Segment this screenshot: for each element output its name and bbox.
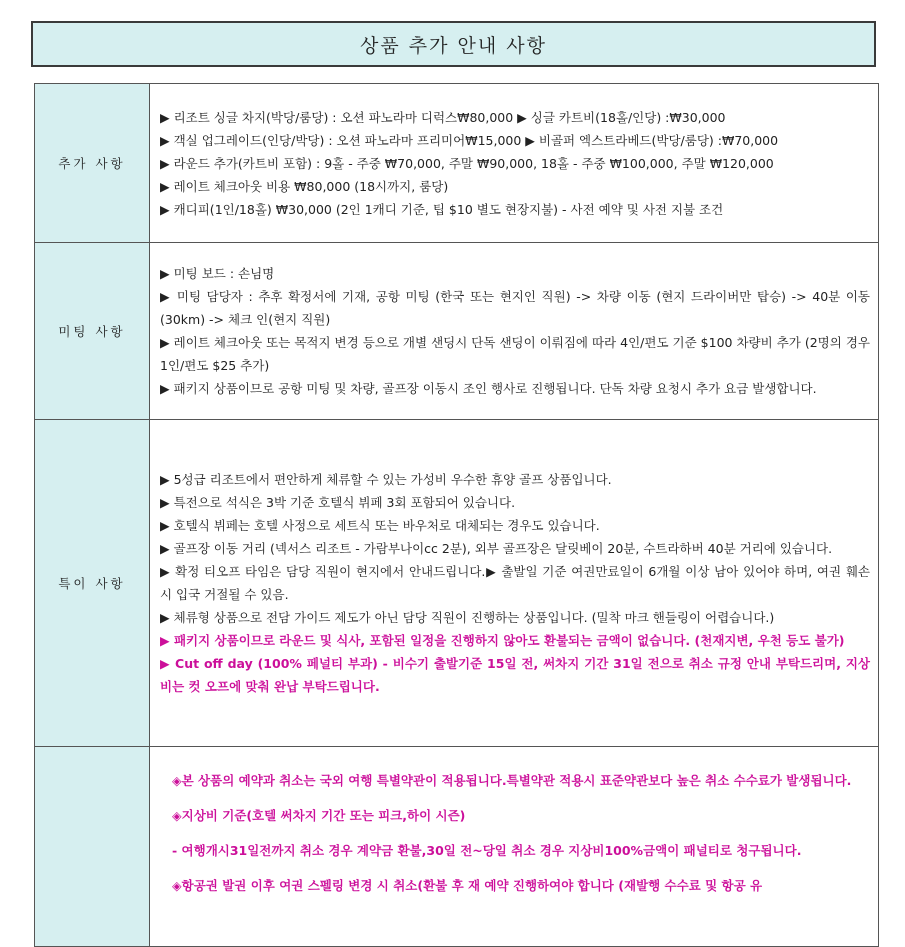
special-line: ▶ 호텔식 뷔페는 호텔 사정으로 세트식 또는 바우처로 대체되는 경우도 있습니다. bbox=[160, 518, 600, 533]
additional-header: 추가 사항 bbox=[35, 84, 150, 243]
meeting-line: ▶ 미팅 보드 : 손님명 bbox=[160, 266, 275, 281]
cancel-line: ◈본 상품의 예약과 취소는 국외 여행 특별약관이 적용됩니다.특별약관 적용시 표준약관보다 높은 취소 수수료가 발생됩니다. bbox=[172, 773, 852, 788]
special-line: ▶ 특전으로 석식은 3박 기준 호텔식 뷔페 3회 포함되어 있습니다. bbox=[160, 495, 516, 510]
special-row bbox=[35, 420, 879, 747]
meeting-line: ▶ 레이트 체크아웃 또는 목적지 변경 등으로 개별 샌딩시 단독 샌딩이 이뤄짐에 따라 4인/편도 기준 $100 차량비 추가 (2명의 경우 1인/편도 $25 추가) bbox=[160, 335, 870, 373]
meeting-line: ▶ 미팅 담당자 : 추후 확정서에 기재, 공항 미팅 (한국 또는 현지인 직원) -> 차량 이동 (현지 드라이버만 탑승) -> 40분 이동 (30km) -> 체크 인(현지 직원) bbox=[160, 289, 870, 327]
cancel-row bbox=[35, 747, 879, 947]
special-highlight-line: ▶ 패키지 상품이므로 라운드 및 식사, 포함된 일정을 진행하지 않아도 환불되는 금액이 없습니다. (천재지변, 우천 등도 불가) bbox=[160, 633, 845, 648]
special-line: ▶ 체류형 상품으로 전담 가이드 제도가 아닌 담당 직원이 진행하는 상품입니다. (밀착 마크 핸들링이 어렵습니다.) bbox=[160, 610, 775, 625]
cancel-line: ◈지상비 기준(호텔 써차지 기간 또는 피크,하이 시즌) bbox=[172, 808, 466, 823]
additional-line: ▶ 라운드 추가(카트비 포함) : 9홀 - 주중 ₩70,000, 주말 ₩90,000, 18홀 - 주중 ₩100,000, 주말 ₩120,000 bbox=[160, 155, 774, 171]
additional-row bbox=[35, 84, 879, 243]
additional-line: ▶ 리조트 싱글 차지(박당/룸당) : 오션 파노라마 디럭스₩80,000 ▶ 싱글 카트비(18홀/인당) :₩30,000 bbox=[160, 109, 726, 125]
cancel-notes bbox=[172, 769, 870, 897]
meeting-line: ▶ 패키지 상품이므로 공항 미팅 및 차량, 골프장 이동시 조인 행사로 진행됩니다. 단독 차량 요청시 추가 요금 발생합니다. bbox=[160, 381, 817, 396]
special-line: ▶ 확정 티오프 타임은 담당 직원이 현지에서 안내드립니다.▶ 출발일 기준 여권만료일이 6개월 이상 남아 있어야 하며, 여권 훼손 시 입국 거절될 수 있음. bbox=[160, 564, 870, 602]
special-header: 특이 사항 bbox=[35, 420, 150, 747]
cancel-content bbox=[150, 747, 879, 947]
additional-content bbox=[150, 84, 879, 243]
additional-line: ▶ 객실 업그레이드(인당/박당) : 오션 파노라마 프리미어₩15,000 ▶ 비골퍼 엑스트라베드(박당/룸당) :₩70,000 bbox=[160, 132, 779, 148]
cancel-header bbox=[35, 747, 150, 947]
special-line: ▶ 골프장 이동 거리 (넥서스 리조트 - 가람부나이cc 2분), 외부 골프장은 달릿베이 20분, 수트라하버 40분 거리에 있습니다. bbox=[160, 541, 833, 556]
title-banner bbox=[31, 21, 876, 67]
meeting-content bbox=[150, 243, 879, 420]
additional-line: ▶ 캐디피(1인/18홀) ₩30,000 (2인 1캐디 기준, 팁 $10 별도 현장지불) - 사전 예약 및 사전 지불 조건 bbox=[160, 201, 724, 217]
cancel-line: ◈항공권 발권 이후 여권 스펠링 변경 시 취소(환불 후 재 예약 진행하여야 합니다 (재발행 수수료 및 항공 유 bbox=[172, 878, 763, 893]
additional-line: ▶ 레이트 체크아웃 비용 ₩80,000 (18시까지, 룸당) bbox=[160, 178, 449, 194]
page-title: 상품 추가 안내 사항 bbox=[360, 34, 547, 57]
cancel-line: - 여행개시31일전까지 취소 경우 계약금 환불,30일 전~당일 취소 경우 지상비100%금액이 패널티로 청구됩니다. bbox=[172, 843, 802, 858]
meeting-header: 미팅 사항 bbox=[35, 243, 150, 420]
meeting-row bbox=[35, 243, 879, 420]
special-line: ▶ 5성급 리조트에서 편안하게 체류할 수 있는 가성비 우수한 휴양 골프 상품입니다. bbox=[160, 472, 612, 487]
info-table bbox=[34, 83, 879, 947]
special-content bbox=[150, 420, 879, 747]
special-highlight-line: ▶ Cut off day (100% 페널티 부과) - 비수기 출발기준 15일 전, 써차지 기간 31일 전으로 취소 규정 안내 부탁드리며, 지상비는 컷 오프에 맞춰 완납 부탁드립니다. bbox=[160, 656, 870, 694]
